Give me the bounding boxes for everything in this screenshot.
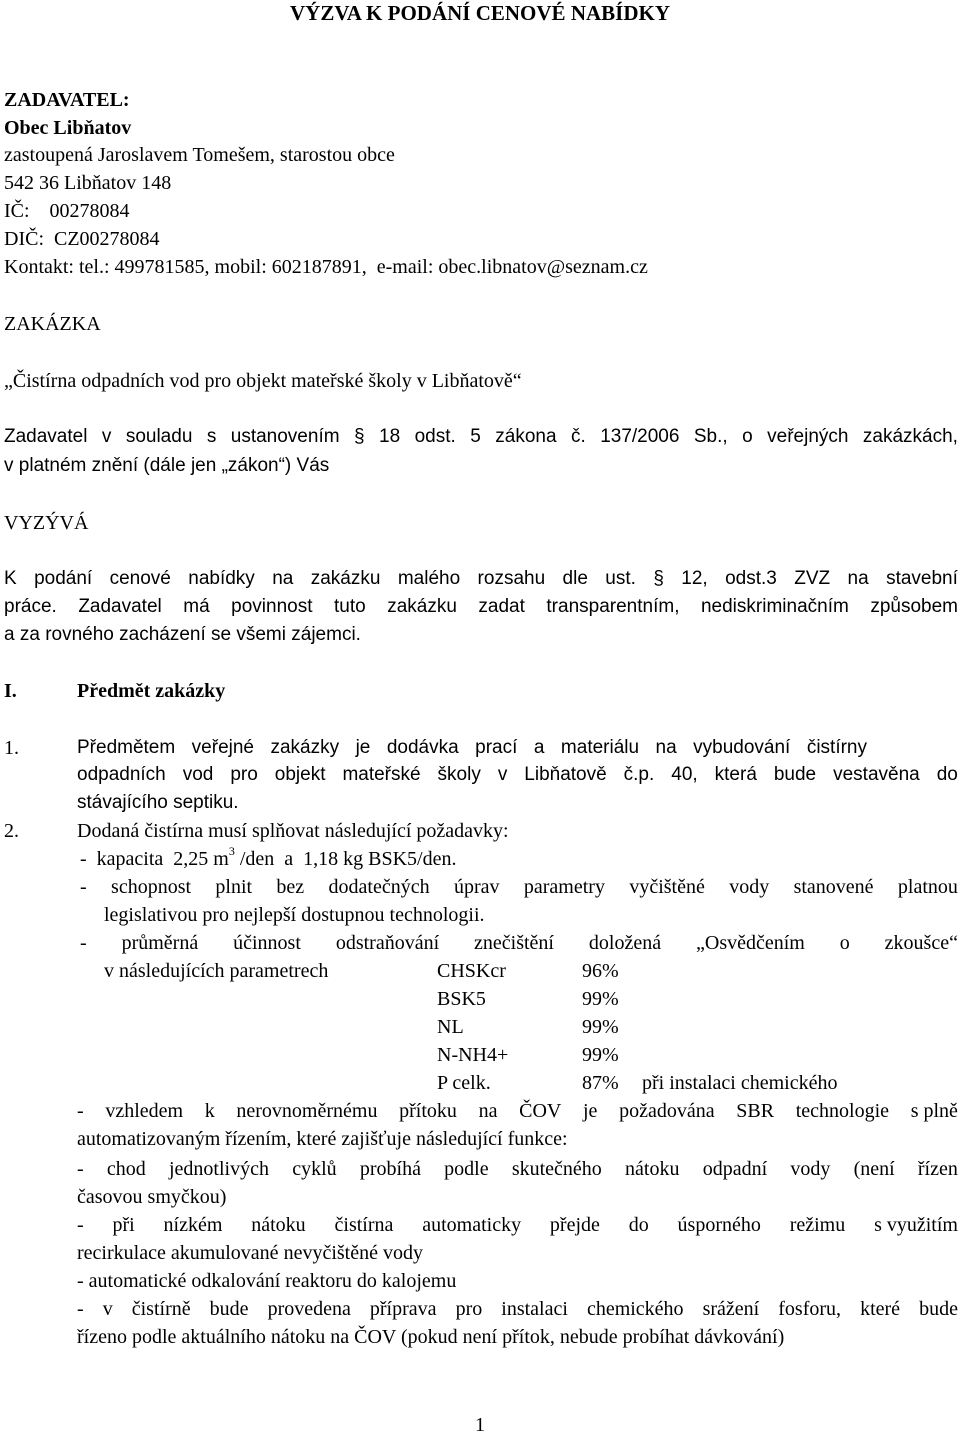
sbr-line-1 bbox=[77, 1098, 958, 1124]
word: - bbox=[80, 876, 87, 898]
word: čistírny bbox=[806, 737, 867, 758]
word: odpadních bbox=[77, 764, 166, 785]
word: Zadavatel bbox=[78, 596, 162, 617]
chemical-line-2: řízeno podle aktuálního nátoku na ČOV (pokud není přítok, nebude probíhat dávkování) bbox=[77, 1326, 785, 1348]
word: tuto bbox=[334, 596, 366, 617]
word: - bbox=[77, 1298, 84, 1320]
chemical-line-1 bbox=[77, 1296, 958, 1322]
capacity-exponent: 3 bbox=[228, 844, 235, 859]
parameter-value: 99% bbox=[582, 1044, 619, 1066]
word: s plně bbox=[910, 1100, 958, 1122]
item-2-text: Dodaná čistírna musí splňovat následující požadavky: bbox=[77, 820, 509, 842]
treatment-line-2: legislativou pro nejlepší dostupnou technologii. bbox=[104, 904, 485, 926]
word: odst.3 bbox=[725, 568, 777, 589]
word: - bbox=[80, 932, 87, 954]
capacity-requirement bbox=[80, 846, 457, 872]
word: řízen bbox=[917, 1158, 958, 1180]
word: parametry bbox=[523, 876, 605, 898]
word: na bbox=[272, 568, 294, 589]
word: na bbox=[655, 737, 677, 758]
word: technologie bbox=[795, 1100, 890, 1122]
word: chemického bbox=[586, 1298, 684, 1320]
word: povinnost bbox=[231, 596, 313, 617]
zakazka-name: „Čistírna odpadních vod pro objekt mateřské školy v Libňatově“ bbox=[4, 370, 522, 392]
low-inflow-line-1 bbox=[77, 1212, 958, 1238]
word: úprav bbox=[453, 876, 500, 898]
parameter-value: 99% bbox=[582, 1016, 619, 1038]
treatment-line-1 bbox=[80, 874, 958, 900]
word: o bbox=[839, 932, 850, 954]
word: 12, bbox=[681, 568, 708, 589]
word: prací bbox=[475, 737, 518, 758]
low-inflow-line-2: recirkulace akumulované nevyčištěné vody bbox=[77, 1242, 423, 1264]
word: zákona bbox=[495, 426, 557, 447]
section-title: Předmět zakázky bbox=[77, 680, 226, 702]
word: souladu bbox=[125, 426, 193, 447]
word: srážení bbox=[702, 1298, 760, 1320]
word: úsporného bbox=[677, 1214, 761, 1236]
word: přejde bbox=[549, 1214, 600, 1236]
word: je bbox=[583, 1100, 598, 1122]
word: 18 bbox=[379, 426, 401, 447]
word: materiálu bbox=[560, 737, 640, 758]
word: plnit bbox=[215, 876, 253, 898]
word: bude bbox=[209, 1298, 249, 1320]
word: § bbox=[653, 568, 664, 589]
word: v bbox=[497, 764, 508, 785]
zadavatel-name: Obec Libňatov bbox=[4, 117, 132, 139]
word: podání bbox=[34, 568, 93, 589]
word: (není bbox=[853, 1158, 895, 1180]
word: požadována bbox=[619, 1100, 715, 1122]
capacity-pre: - kapacita 2,25 m bbox=[80, 848, 229, 870]
word: Zadavatel bbox=[4, 426, 88, 447]
word: č. bbox=[570, 426, 586, 447]
word: bez bbox=[276, 876, 305, 898]
word: nabídky bbox=[188, 568, 255, 589]
word: Libňatově bbox=[524, 764, 607, 785]
word: schopnost bbox=[111, 876, 192, 898]
word: veřejných bbox=[767, 426, 849, 447]
parameter-value: 99% bbox=[582, 988, 619, 1010]
zadavatel-dic: DIČ: CZ00278084 bbox=[4, 228, 160, 250]
word: ustanovením bbox=[230, 426, 340, 447]
word: odst. bbox=[414, 426, 456, 447]
word: - bbox=[77, 1158, 84, 1180]
word: nediskriminačním bbox=[700, 596, 849, 617]
word: na bbox=[478, 1100, 498, 1122]
word: automaticky bbox=[422, 1214, 522, 1236]
word: chod bbox=[106, 1158, 146, 1180]
word: Předmětem bbox=[77, 737, 176, 758]
zadavatel-ic: IČ: 00278084 bbox=[4, 200, 130, 222]
word: režimu bbox=[789, 1214, 846, 1236]
word: průměrná bbox=[121, 932, 199, 954]
word: pro bbox=[230, 764, 258, 785]
word: přítoku bbox=[399, 1100, 457, 1122]
word: o bbox=[742, 426, 753, 447]
word: čistírně bbox=[131, 1298, 191, 1320]
capacity-post: /den a 1,18 kg BSK5/den. bbox=[234, 848, 457, 870]
word: 137/2006 bbox=[600, 426, 680, 447]
word: má bbox=[183, 596, 210, 617]
efficiency-lead: v následujících parametrech bbox=[104, 960, 329, 982]
word: č.p. bbox=[623, 764, 655, 785]
item-1-line-1 bbox=[77, 735, 867, 761]
intro-line-1 bbox=[4, 424, 958, 450]
zadavatel-contact: Kontakt: tel.: 499781585, mobil: 602187891, e-mail: obec.libnatov@seznam.cz bbox=[4, 256, 648, 278]
page-number: 1 bbox=[475, 1414, 485, 1436]
word: bude bbox=[773, 764, 817, 785]
word: stanovené bbox=[793, 876, 874, 898]
word: čistírna bbox=[334, 1214, 394, 1236]
word: k bbox=[204, 1100, 215, 1122]
call-line-1 bbox=[4, 566, 958, 592]
parameter-value: 87% bbox=[582, 1072, 619, 1094]
parameter-note: při instalaci chemického bbox=[642, 1072, 838, 1094]
word: do bbox=[628, 1214, 649, 1236]
item-1-line-2 bbox=[77, 762, 958, 788]
parameter-name: N-NH4+ bbox=[437, 1044, 509, 1066]
zakazka-heading: ZAKÁZKA bbox=[4, 313, 101, 335]
word: objekt bbox=[274, 764, 326, 785]
word: provedena bbox=[267, 1298, 351, 1320]
word: zakázkách, bbox=[862, 426, 958, 447]
parameter-name: NL bbox=[437, 1016, 464, 1038]
word: podle bbox=[444, 1158, 489, 1180]
word: vestavěna bbox=[833, 764, 920, 785]
item-1-line-3: stávajícího septiku. bbox=[77, 792, 239, 813]
word: dodávka bbox=[386, 737, 459, 758]
word: zakázku bbox=[387, 596, 457, 617]
word: doložená bbox=[588, 932, 662, 954]
word: zadat bbox=[478, 596, 525, 617]
call-line-2 bbox=[4, 594, 958, 620]
zadavatel-represented: zastoupená Jaroslavem Tomešem, starostou obce bbox=[4, 144, 395, 166]
word: zkoušce“ bbox=[884, 932, 958, 954]
word: „Osvědčením bbox=[696, 932, 805, 954]
word: skutečného bbox=[511, 1158, 602, 1180]
zadavatel-address: 542 36 Libňatov 148 bbox=[4, 172, 172, 194]
word: do bbox=[936, 764, 958, 785]
word: ust. bbox=[605, 568, 636, 589]
parameter-name: P celk. bbox=[437, 1072, 491, 1094]
word: ZVZ bbox=[794, 568, 831, 589]
word: jednotlivých bbox=[169, 1158, 269, 1180]
intro-line-2: v platném znění (dále jen „zákon“) Vás bbox=[4, 455, 330, 476]
parameter-name: BSK5 bbox=[437, 988, 486, 1010]
parameter-value: 96% bbox=[582, 960, 619, 982]
word: a bbox=[533, 737, 545, 758]
sludge-line: - automatické odkalování reaktoru do kalojemu bbox=[77, 1270, 457, 1292]
word: dle bbox=[562, 568, 588, 589]
word: fosforu, bbox=[778, 1298, 842, 1320]
word: s bbox=[206, 426, 217, 447]
word: veřejné bbox=[191, 737, 254, 758]
word: K bbox=[4, 568, 17, 589]
item-1-number: 1. bbox=[4, 737, 19, 759]
word: 40, bbox=[671, 764, 698, 785]
word: které bbox=[860, 1298, 901, 1320]
word: rozsahu bbox=[477, 568, 546, 589]
word: instalaci bbox=[501, 1298, 568, 1320]
word: - bbox=[77, 1214, 84, 1236]
zadavatel-heading: ZADAVATEL: bbox=[4, 89, 130, 111]
section-number: I. bbox=[4, 680, 17, 702]
word: stavební bbox=[886, 568, 958, 589]
document-title: VÝZVA K PODÁNÍ CENOVÉ NABÍDKY bbox=[290, 1, 670, 25]
efficiency-line-1 bbox=[80, 930, 958, 956]
word: práce. bbox=[4, 596, 57, 617]
word: dodatečných bbox=[328, 876, 430, 898]
word: - bbox=[77, 1100, 84, 1122]
word: cyklů bbox=[292, 1158, 337, 1180]
word: v bbox=[101, 426, 112, 447]
word: vody bbox=[729, 876, 770, 898]
word: ČOV bbox=[519, 1100, 562, 1122]
word: cenové bbox=[109, 568, 171, 589]
vyzyva-heading: VYZÝVÁ bbox=[4, 512, 89, 534]
word: SBR bbox=[736, 1100, 775, 1122]
item-2-number: 2. bbox=[4, 820, 19, 842]
cycles-line-1 bbox=[77, 1156, 958, 1182]
parameter-name: CHSKcr bbox=[437, 960, 506, 982]
word: § bbox=[354, 426, 365, 447]
word: účinnost bbox=[233, 932, 301, 954]
word: vody bbox=[790, 1158, 831, 1180]
word: platnou bbox=[897, 876, 958, 898]
word: odpadní bbox=[702, 1158, 768, 1180]
word: nerovnoměrnému bbox=[236, 1100, 378, 1122]
word: s využitím bbox=[874, 1214, 958, 1236]
word: nátoku bbox=[625, 1158, 680, 1180]
word: probíhá bbox=[359, 1158, 421, 1180]
word: vod bbox=[182, 764, 214, 785]
word: nátoku bbox=[251, 1214, 306, 1236]
cycles-line-2: časovou smyčkou) bbox=[77, 1186, 227, 1208]
word: pro bbox=[455, 1298, 483, 1320]
word: odstraňování bbox=[335, 932, 440, 954]
word: znečištění bbox=[474, 932, 554, 954]
word: bude bbox=[919, 1298, 958, 1320]
word: při bbox=[112, 1214, 135, 1236]
sbr-line-2: automatizovaným řízením, které zajišťuje následující funkce: bbox=[77, 1128, 568, 1150]
word: je bbox=[355, 737, 371, 758]
word: příprava bbox=[369, 1298, 437, 1320]
word: malého bbox=[397, 568, 461, 589]
word: 5 bbox=[470, 426, 481, 447]
word: na bbox=[847, 568, 869, 589]
word: školy bbox=[437, 764, 481, 785]
word: v bbox=[102, 1298, 113, 1320]
word: která bbox=[714, 764, 757, 785]
word: vybudování bbox=[693, 737, 791, 758]
word: vyčištěné bbox=[629, 876, 705, 898]
word: zakázku bbox=[310, 568, 381, 589]
word: nízkém bbox=[163, 1214, 223, 1236]
call-line-3: a za rovného zacházení se všemi zájemci. bbox=[4, 624, 361, 645]
word: způsobem bbox=[870, 596, 958, 617]
word: mateřské bbox=[342, 764, 421, 785]
word: Sb., bbox=[693, 426, 728, 447]
word: transparentním, bbox=[546, 596, 680, 617]
word: vzhledem bbox=[105, 1100, 184, 1122]
word: zakázky bbox=[270, 737, 340, 758]
